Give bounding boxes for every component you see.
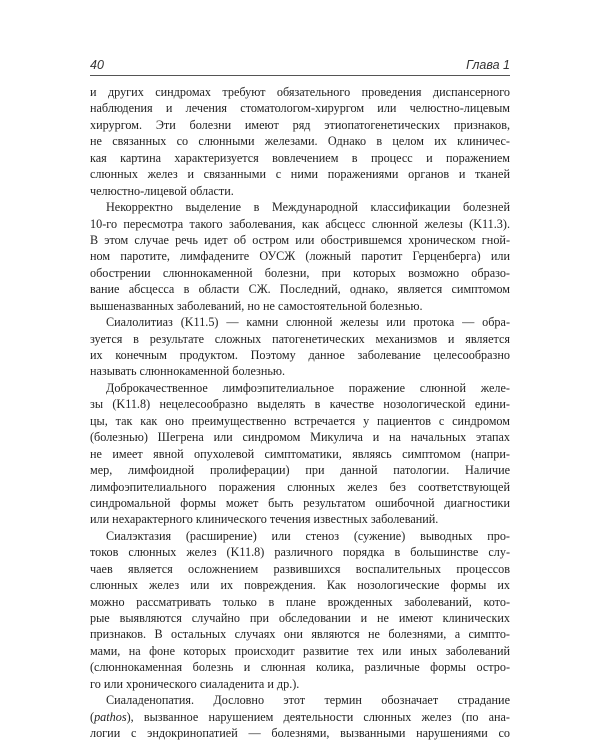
- text-line: токов слюнных желез (K11.8) различного порядка в большинстве слу-: [90, 545, 510, 560]
- text-line: называть слюннокаменной болезнью.: [90, 364, 286, 379]
- paragraph-5: [90, 528, 510, 692]
- text-line: рые выявляются случайно при обследовании и не имеют клинических: [90, 611, 510, 625]
- text-line: наблюдения и лечения стоматологом-хирургом или челюстно-лицевым: [90, 101, 510, 116]
- text-line: В этом случае речь идет об остром или обострившемся хроническом гной-: [90, 232, 510, 247]
- text-line: зы (K11.8) нецелесообразно выделять в качестве нозологической едини-: [90, 397, 510, 412]
- text-line: мер, лимфоидной пролиферации) при данной патологии. Наличие: [90, 463, 510, 478]
- text-line: вышеназванных заболеваний, но не самостоятельной болезнью.: [90, 298, 423, 313]
- paren-open: (: [90, 709, 95, 724]
- text-line: челюстно-лицевой области.: [90, 183, 234, 198]
- text-line: Сиаладенопатия. Дословно этот термин обозначает страдание: [106, 693, 510, 708]
- text-line: чаев является осложнением развившихся воспалительных процессов: [90, 561, 510, 576]
- text-line: хирургом. Эти болезни имеют ряд этиопатогенетических признаков,: [90, 117, 510, 132]
- text-line: логии с эндокринопатией — болезнями, вызванными нарушениями со: [90, 726, 510, 741]
- paragraph-4: [90, 380, 510, 528]
- paragraph-2: [90, 199, 510, 314]
- text-line: мами, на фоне которых происходит развитие тех или иных заболеваний: [90, 643, 510, 658]
- paragraph-1: [90, 84, 510, 199]
- text-line: обострении слюннокаменной болезни, при которых возможно образо-: [90, 265, 510, 280]
- paragraph-3: [90, 314, 510, 380]
- text-line: [90, 709, 510, 725]
- text-line: 10-го пересмотра такого заболевания, как абсцесс слюнной железы (K11.3).: [90, 216, 510, 231]
- text-segment: ), вызванное нарушением деятельности слюнных желез (по ана-: [126, 709, 510, 724]
- text-line: слюнных желез и связанными с ними поражениями органов и тканей: [90, 167, 510, 182]
- text-line: Сиалэктазия (расширение) или стеноз (сужение) выводных про-: [106, 528, 510, 543]
- text-line: го или хронического сиаладенита и др.).: [90, 676, 300, 691]
- text-line: (слюннокаменная болезнь и слюнная колика, различные формы остро-: [90, 660, 510, 675]
- text-line: ном паротите, лимфадените ОУСЖ (ложный паротит Герценберга) или: [90, 249, 510, 264]
- text-line: их конечным продуктом. Поэтому данное заболевание целесообразно: [90, 348, 510, 362]
- text-line: Сиалолитиаз (K11.5) — камни слюнной железы или протока — обра-: [106, 315, 510, 330]
- header-rule: [90, 75, 510, 76]
- text-line: или нехарактерного клинического течения известных заболеваний.: [90, 512, 439, 527]
- text-line: Доброкачественное лимфоэпителиальное поражение слюнной желе-: [106, 380, 510, 395]
- text-line: не имеет явной опухолевой симптоматики, являясь симптомом (напри-: [90, 446, 510, 461]
- text-line: не связанных со слюнными железами. Однако в целом их клиничес-: [90, 134, 510, 149]
- body-text: [90, 84, 510, 742]
- text-line: зуется в результате сложных патогенетических механизмов и является: [90, 331, 510, 346]
- text-line: и других синдромах требуют обязательного проведения диспансерного: [90, 85, 510, 99]
- text-line: можно рассматривать только в плане врожденных заболеваний, кото-: [90, 594, 510, 609]
- chapter-title: Глава 1: [466, 58, 510, 72]
- text-line: синдромальной формы может быть результатом ошибочной диагностики: [90, 495, 510, 510]
- text-line: (болезнью) Шегрена или синдромом Микулича и на начальных этапах: [90, 430, 510, 445]
- text-line: лимфоэпителиального поражения слюнных желез без соответствующей: [90, 479, 510, 494]
- text-line: вание абсцесса в области СЖ. Последний, однако, является симптомом: [90, 282, 510, 297]
- text-line: Некорректно выделение в Международной классификации болезней: [106, 200, 510, 215]
- italic-term: pathos: [94, 709, 127, 724]
- text-line: цы, так как оно преимущественно встречается у пациентов с синдромом: [90, 413, 510, 428]
- page-number: 40: [90, 58, 104, 72]
- text-line: слюнных желез или их повреждения. Как нозологические формы их: [90, 578, 510, 593]
- paragraph-6: [90, 692, 510, 741]
- text-line: признаков. В остальных случаях они являются не болезнями, а симпто-: [90, 627, 510, 642]
- text-line: кая картина характеризуется вовлечением в процесс и поражением: [90, 150, 510, 165]
